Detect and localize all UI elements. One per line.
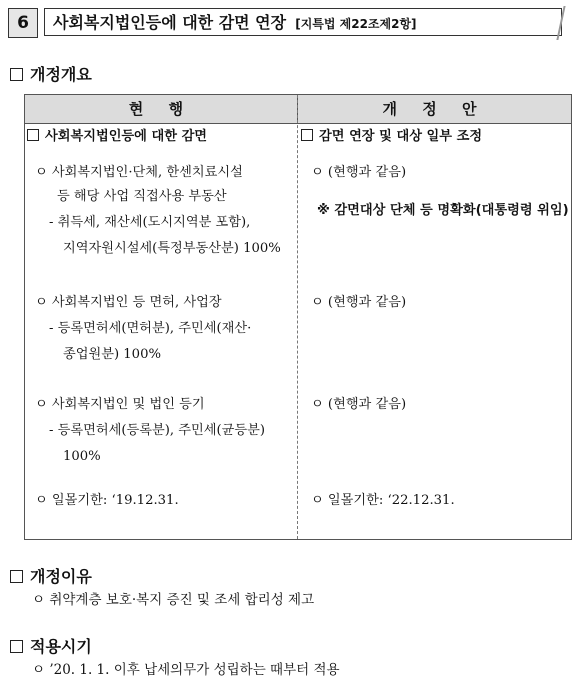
current-item-3-line-2: - 등록면허세(등록분), 주민세(균등분) xyxy=(49,423,265,438)
revised-item-2-line-1: ㅇ (현행과 같음) xyxy=(311,295,407,310)
law-reference: [지특법 제22조제2항] xyxy=(295,17,417,31)
header-revised: 개 정 안 xyxy=(382,100,487,118)
section-number: 6 xyxy=(8,8,38,38)
checkbox-square-icon xyxy=(10,640,23,653)
current-item-2-line-2: - 등록면허세(면허분), 주민세(재산· xyxy=(49,321,252,336)
current-item-1-line-3: - 취득세, 재산세(도시지역분 포함), xyxy=(49,215,251,230)
current-item-1-line-1: ㅇ 사회복지법인·단체, 한센치료시설 xyxy=(35,165,243,180)
current-item-2-line-1: ㅇ 사회복지법인 등 면허, 사업장 xyxy=(35,295,222,310)
section-overview-heading: 개정개요 xyxy=(10,62,92,85)
revised-item-1-line-1: ㅇ (현행과 같음) xyxy=(311,165,407,180)
current-item-1-line-4: 지역자원시설세(특정부동산분) 100% xyxy=(63,241,281,256)
current-title: 사회복지법인등에 대한 감면 xyxy=(27,125,207,149)
revised-item-4-line-1: ㅇ 일몰기한: ‘22.12.31. xyxy=(311,493,455,508)
current-item-3-line-1: ㅇ 사회복지법인 및 법인 등기 xyxy=(35,397,205,412)
revised-title: 감면 연장 및 대상 일부 조정 xyxy=(301,125,482,149)
current-item-2-line-3: 종업원분) 100% xyxy=(63,347,161,362)
section-reason-heading: 개정이유 xyxy=(10,564,92,587)
current-item-1-line-2: 등 해당 사업 직접사용 부동산 xyxy=(57,189,227,204)
header-current: 현 행 xyxy=(128,100,194,118)
table-header xyxy=(25,95,571,124)
current-item-3-line-3: 100% xyxy=(63,449,101,464)
revised-item-3-line-1: ㅇ (현행과 같음) xyxy=(311,397,407,412)
title-box xyxy=(44,8,562,36)
section-effective-heading: 적용시기 xyxy=(10,634,92,657)
revised-item-1-note: ※ 감면대상 단체 등 명확화(대통령령 위임) xyxy=(317,203,569,218)
current-item-4-line-1: ㅇ 일몰기한: ‘19.12.31. xyxy=(35,493,179,508)
checkbox-square-icon xyxy=(301,129,313,141)
checkbox-square-icon xyxy=(10,68,23,81)
column-divider xyxy=(297,95,298,539)
title-bar xyxy=(8,8,570,40)
checkbox-square-icon xyxy=(10,570,23,583)
checkbox-square-icon xyxy=(27,129,39,141)
comparison-table xyxy=(24,94,572,540)
effective-text: ㅇ ’20. 1. 1. 이후 납세의무가 성립하는 때부터 적용 xyxy=(32,662,340,678)
page-title: 사회복지법인등에 대한 감면 연장 xyxy=(53,13,287,32)
reason-text: ㅇ 취약계층 보호·복지 증진 및 조세 합리성 제고 xyxy=(32,592,315,608)
